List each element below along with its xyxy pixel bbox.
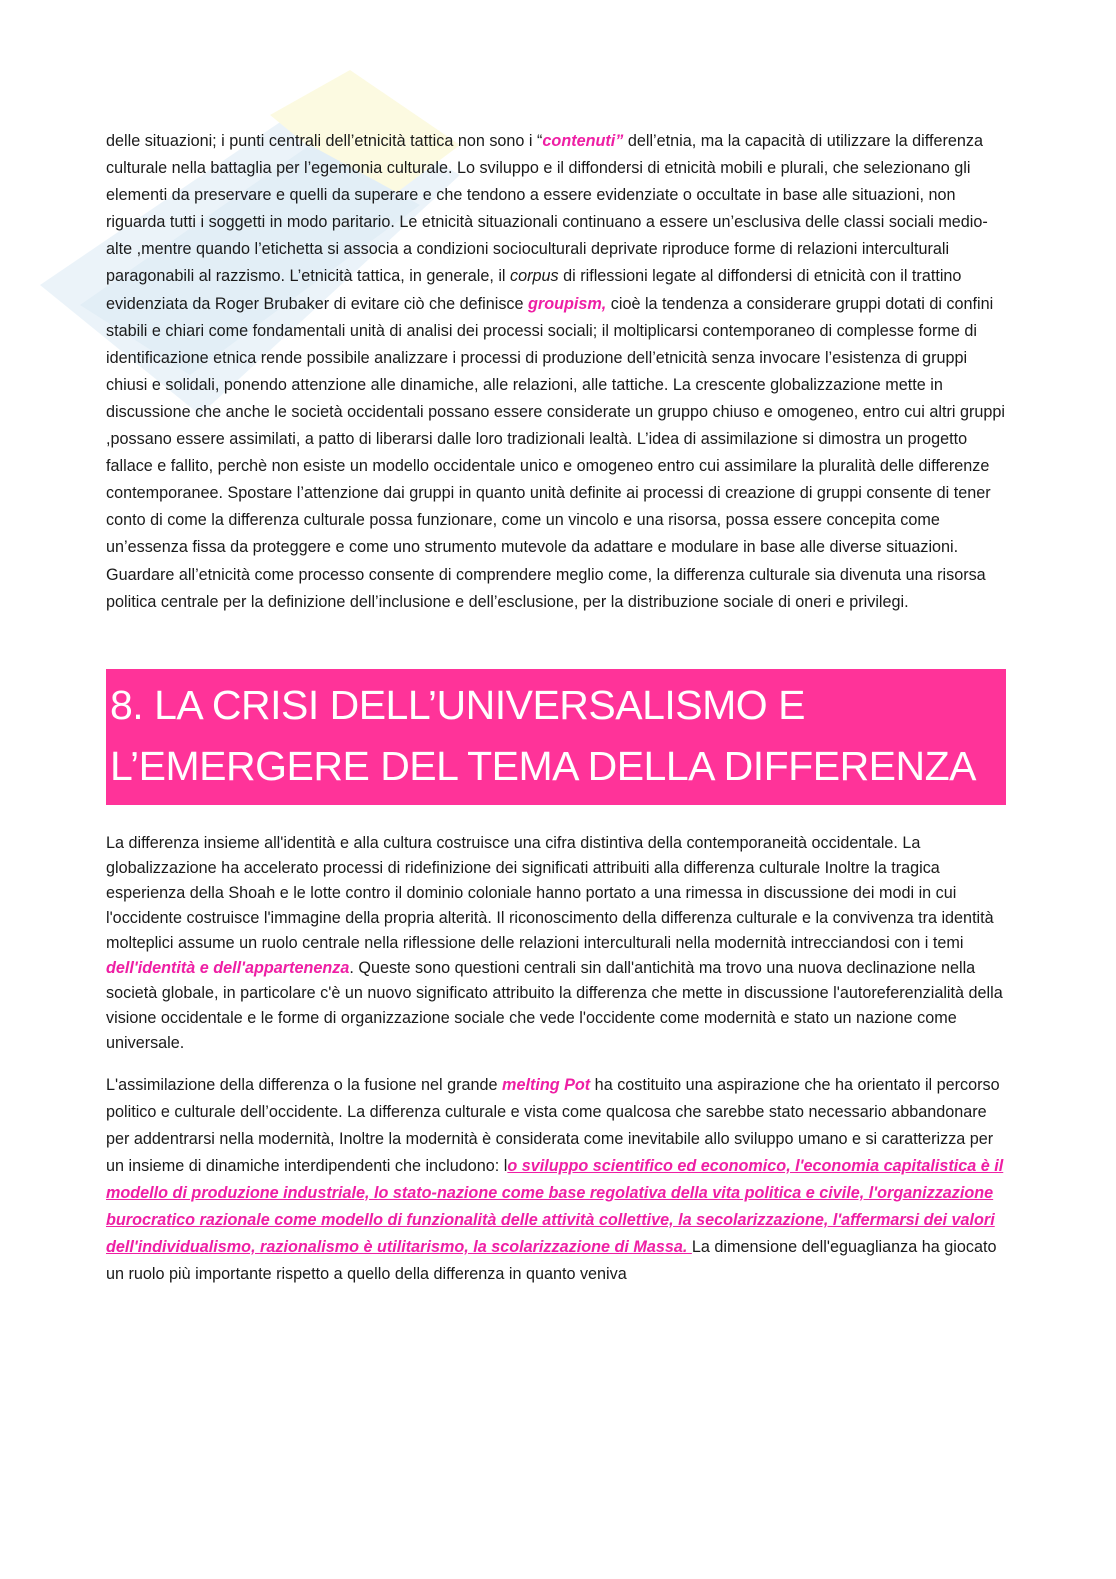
text-run: di riflessioni legate al diffondersi di etnicità con il trattino evidenziata da Roger Brubaker di evitare ciò che definisce bbox=[106, 267, 962, 313]
section-heading bbox=[106, 669, 1006, 805]
heading-line-1: 8. LA CRISI DELL’UNIVERSALISMO E bbox=[110, 681, 805, 728]
keyword-groupism: groupism, bbox=[528, 294, 607, 313]
keyword-modernita-list: o sviluppo scientifico ed economico, l'economia capitalistica è il modello di produzione industriale, lo stato-nazione come base regolativa della vita politica e civile, l'organizzazione burocratico razionale come modello di funzionalità delle attività collettive, la secolarizzazione, l'affermarsi dei valori dell'individualismo, razionalismo è utilitarismo, la scolarizzazione di Massa. bbox=[106, 1156, 1004, 1256]
italic-corpus: corpus bbox=[510, 267, 559, 286]
paragraph-differenza bbox=[106, 831, 1006, 1056]
text-run: La dimensione dell'eguaglianza ha giocato un ruolo più importante rispetto a quello della differenza in quanto veniva bbox=[106, 1237, 997, 1283]
text-run: delle situazioni; i punti centrali dell’etnicità tattica non sono i “ bbox=[106, 132, 543, 150]
paragraph-etnicita-tattica bbox=[106, 128, 1006, 616]
text-run: dell’etnia, ma la capacità di utilizzare la differenza culturale nella battaglia per l’egemonia culturale. Lo sviluppo e il diffondersi di etnicità mobili e plurali, che selezionano gli elementi da preservare e quelli da superare e che tendono a essere evidenziate o occultate in base alle situazioni, non riguarda tutti i soggetti in modo paritario. Le etnicità situazionali continuano a essere un’esclusiva delle classi sociali medio-alte ,mentre quando l’etichetta si associa a condizioni socioculturali deprivate riproduce forme di relazioni interculturali paragonabili al razzismo. L’etnicità tattica, in generale, il bbox=[106, 132, 988, 286]
heading-line-2: L’EMERGERE DEL TEMA DELLA DIFFERENZA bbox=[110, 742, 977, 789]
text-run: cioè la tendenza a considerare gruppi dotati di confini stabili e chiari come fondamentali unità di analisi dei processi sociali; il moltiplicarsi contemporaneo di complesse forme di identificazione etnica rende possibile analizzare i processi di produzione dell’etnicità senza invocare l’esistenza di gruppi chiusi e solidali, ponendo attenzione alle dinamiche, alle relazioni, alle tattiche. La crescente globalizzazione mette in discussione che anche le società occidentali possano essere considerate un gruppo chiuso e omogeneo, entro cui altri gruppi ,possano essere assimilati, a patto di liberarsi dalle loro tradizionali lealtà. L’idea di assimilazione si dimostra un progetto fallace e fallito, perchè non esiste un modello occidentale unico e omogeneo entro cui assimilare la pluralità delle differenze contemporanee. Spostare l’attenzione dai gruppi in quanto unità definite ai processi di creazione di gruppi consente di tener conto di come la differenza culturale possa funzionare, come un vincolo e una risorsa, possa essere concepita come un’essenza fissa da proteggere e come uno strumento mutevole da adattare e modulare in base alle diverse situazioni. Guardare all’etnicità come processo consente di comprendere meglio come, la differenza culturale sia divenuta una risorsa politica centrale per la definizione dell’inclusione e dell’esclusione, per la distribuzione sociale di oneri e privilegi. bbox=[106, 294, 1005, 611]
text-run: ha costituito una aspirazione che ha orientato il percorso politico e culturale dell’occidente. La differenza culturale e vista come qualcosa che sarebbe stato necessario abbandonare per addentrarsi nella modernità, Inoltre la modernità è considerata come inevitabile allo sviluppo umano e si caratterizza per un insieme di dinamiche interdipendenti che includono: l bbox=[106, 1075, 1000, 1175]
text-run: L'assimilazione della differenza o la fusione nel grande bbox=[106, 1075, 503, 1094]
keyword-contenuti: contenuti” bbox=[542, 132, 624, 150]
paragraph-assimilazione bbox=[106, 1072, 1006, 1288]
page-content bbox=[106, 128, 1006, 1288]
keyword-identita-appartenenza: dell'identità e dell'appartenenza bbox=[106, 958, 350, 977]
text-run: . Queste sono questioni centrali sin dall'antichità ma trovo una nuova declinazione nella società globale, in particolare c'è un nuovo significato attribuito la differenza che mette in discussione l'autoreferenzialità della visione occidentale e le forme di organizzazione sociale che vede l'occidente come modernità e stato un nazione come universale. bbox=[106, 958, 1003, 1052]
keyword-melting-pot: melting Pot bbox=[502, 1075, 591, 1094]
text-run: La differenza insieme all'identità e alla cultura costruisce una cifra distintiva della contemporaneità occidentale. La globalizzazione ha accelerato processi di ridefinizione dei significati attribuiti alla differenza culturale Inoltre la tragica esperienza della Shoah e le lotte contro il dominio coloniale hanno portato a una rimessa in discussione dei modi in cui l'occidente costruisce l'immagine della propria alterità. Il riconoscimento della differenza culturale e la convivenza tra identità molteplici assume un ruolo centrale nella riflessione delle relazioni interculturali nella modernità intrecciandosi con i temi bbox=[106, 833, 994, 952]
